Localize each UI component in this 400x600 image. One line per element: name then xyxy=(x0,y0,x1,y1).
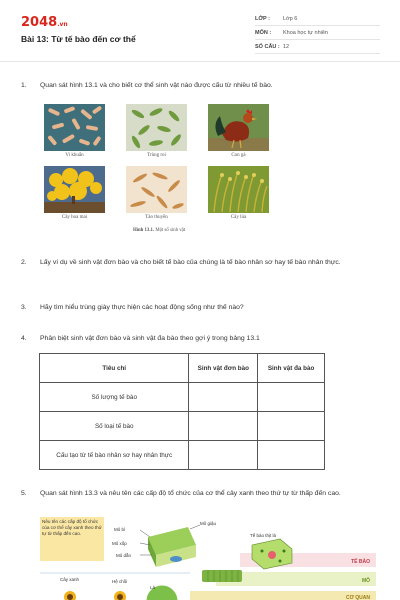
sunflower-icon xyxy=(114,591,126,600)
question-text: Lấy ví dụ về sinh vật đơn bào và cho biết tế bào của chúng là tế bào nhân sơ hay tế bào nhân thực. xyxy=(40,259,341,266)
meta-question-count xyxy=(255,42,380,54)
table-header: Sinh vật đơn bào xyxy=(189,354,258,383)
table-cell-criterion: Số lượng tế bào xyxy=(40,383,189,412)
table-row xyxy=(40,412,325,441)
label-epidermis: Mô bì xyxy=(114,527,126,532)
label-palisade-tissue: Mô giậu xyxy=(200,521,217,526)
caption-euglena: Trùng roi xyxy=(147,153,166,158)
comparison-table xyxy=(39,353,325,470)
diagram-note: Nêu tên các cấp độ tổ chức của cơ thể cây xanh theo thứ tự từ thấp đến cao. xyxy=(42,519,102,536)
label-level-organ: CƠ QUAN xyxy=(346,595,370,600)
question-text: Hãy tìm hiểu trùng giày thực hiện các hoạt động sống như thế nào? xyxy=(40,304,244,311)
table-cell-criterion: Số loại tế bào xyxy=(40,412,189,441)
meta-value: 12 xyxy=(283,44,290,50)
caption-apricot-tree: Cây hoa mai xyxy=(61,215,88,220)
question-text: Quan sát hình 13.1 và cho biết cơ thể sinh vật nào được cấu từ nhiều tế bào. xyxy=(40,82,273,89)
label-mesophyll-cell: Tế bào thịt lá xyxy=(250,533,277,538)
caption-rice-plant: Cây lúa xyxy=(230,215,247,220)
meta-grade xyxy=(255,14,380,26)
table-cell-answer[interactable] xyxy=(258,441,325,470)
leaf-section-illustration xyxy=(140,525,200,567)
meta-key: MÔN : xyxy=(255,30,272,36)
site-logo[interactable] xyxy=(21,15,68,30)
diatom-image xyxy=(126,166,187,213)
table-row xyxy=(40,441,325,470)
euglena-image xyxy=(126,104,187,151)
plant-organization-diagram xyxy=(40,515,376,600)
tissue-illustration xyxy=(202,570,242,582)
question-number: 3. xyxy=(21,304,27,311)
table-header: Sinh vật đa bào xyxy=(258,354,325,383)
question-text: Quan sát hình 13.3 và nêu tên các cấp độ tổ chức của cơ thể cây xanh theo thứ tự từ thấp đến cao. xyxy=(40,490,341,497)
table-header: Tiêu chí xyxy=(40,354,189,383)
figure-caption-text: Một số sinh vật xyxy=(155,228,186,233)
question-number: 1. xyxy=(21,82,27,89)
question-number: 2. xyxy=(21,259,27,266)
worksheet-header xyxy=(0,0,400,62)
question-number: 4. xyxy=(21,335,27,342)
rice-plant-image xyxy=(208,166,269,213)
caption-rooster: Con gà xyxy=(231,153,246,158)
meta-value: Lớp 6 xyxy=(283,16,298,22)
label-level-tissue: MÔ xyxy=(361,578,370,584)
label-green-plant: Cây xanh xyxy=(60,577,80,582)
label-shoot-system: Hệ chồi xyxy=(112,579,128,584)
label-level-cell: TẾ BÀO xyxy=(351,559,370,565)
label-vascular-tissue: Mô dẫn xyxy=(116,553,132,558)
rooster-image xyxy=(208,104,269,151)
caption-bacteria: Vi khuẩn xyxy=(65,153,84,158)
meta-key: LỚP : xyxy=(255,16,270,22)
table-cell-criterion: Cấu tạo từ tế bào nhân sơ hay nhân thực xyxy=(40,441,189,470)
apricot-tree-image xyxy=(44,166,105,213)
meta-value: Khoa học tự nhiên xyxy=(283,30,328,36)
table-cell-answer[interactable] xyxy=(189,383,258,412)
lesson-title: Bài 13: Từ tế bào đến cơ thể xyxy=(21,34,136,44)
label-spongy-tissue: Mô xốp xyxy=(112,541,127,546)
label-leaf: Lá xyxy=(150,585,156,590)
meta-subject xyxy=(255,28,380,40)
table-cell-answer[interactable] xyxy=(258,412,325,441)
figure-label: Hình 13.1. xyxy=(132,228,155,233)
bacteria-image xyxy=(44,104,105,151)
figure-caption xyxy=(44,228,274,233)
question-number: 5. xyxy=(21,490,27,497)
table-cell-answer[interactable] xyxy=(258,383,325,412)
table-cell-answer[interactable] xyxy=(189,441,258,470)
table-header-row xyxy=(40,354,325,383)
logo-sub: .vn xyxy=(57,21,68,28)
logo-main: 2048 xyxy=(21,15,58,30)
figure-13-1 xyxy=(44,104,274,236)
question-text: Phân biệt sinh vật đơn bào và sinh vật đa bào theo gợi ý trong bảng 13.1 xyxy=(40,335,260,342)
sunflower-icon xyxy=(64,591,76,600)
table-cell-answer[interactable] xyxy=(189,412,258,441)
meta-key: SỐ CÂU : xyxy=(255,44,280,50)
table-row xyxy=(40,383,325,412)
caption-diatom: Tảo thuyền xyxy=(145,215,168,220)
